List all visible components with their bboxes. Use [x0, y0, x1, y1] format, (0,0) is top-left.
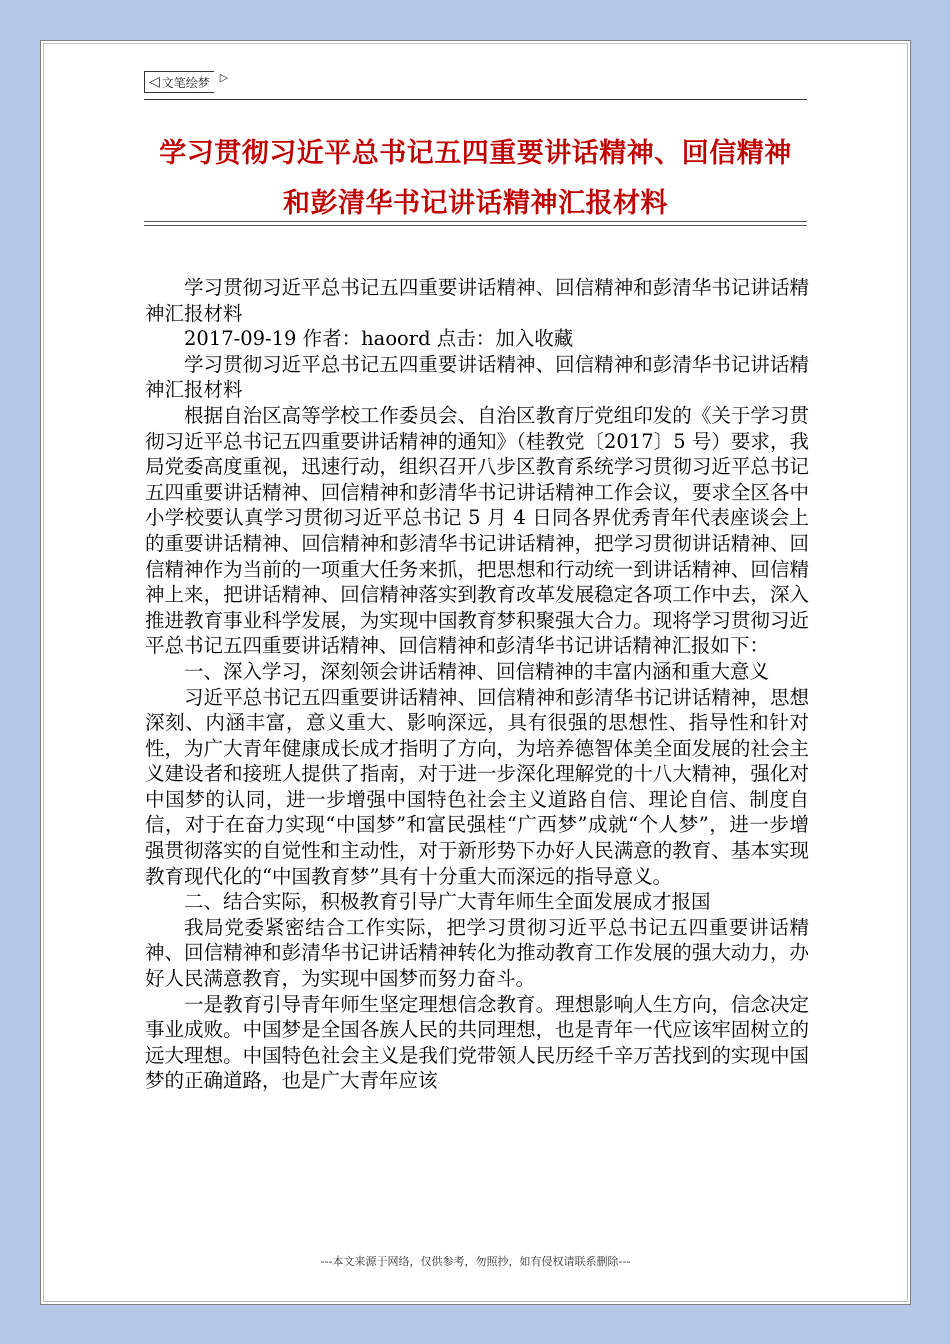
section-heading: 二、结合实际，积极教育引导广大青年师生全面发展成才报国	[184, 890, 711, 914]
paragraph: 一是教育引导青年师生坚定理想信念教育。理想影响人生方向，信念决定事业成败。中国梦是全国各族人民的共同理想，也是青年一代应该牢固树立的远大理想。中国特色社会主义是我们党带领人民历经千辛万苦找到的实现中国梦的正确道路，也是广大青年应该	[145, 992, 809, 1093]
paragraph: 学习贯彻习近平总书记五四重要讲话精神、回信精神和彭清华书记讲话精神汇报材料	[145, 276, 809, 325]
title-line-1: 学习贯彻习近平总书记五四重要讲话精神、回信精神	[159, 138, 792, 169]
section-heading: 一、深入学习，深刻领会讲话精神、回信精神的丰富内涵和重大意义	[184, 659, 770, 683]
title-rule-bottom	[144, 225, 807, 226]
title-rule-top	[144, 221, 807, 222]
document-page	[40, 40, 911, 1305]
document-title	[144, 129, 807, 229]
header-logo	[144, 71, 244, 93]
paragraph: 根据自治区高等学校工作委员会、自治区教育厅党组印发的《关于学习贯彻习近平总书记五四重要讲话精神的通知》（桂教党〔2017〕5 号）要求，我局党委高度重视，迅速行动，组织召开八步区教育系统学习贯彻习近平总书记五四重要讲话精神、回信精神和彭清华书记讲话精神工作会议，要求全区各中小学校要认真学习贯彻习近平总书记 5 月 4 日同各界优秀青年代表座谈会上的重要讲话精神、回信精神和彭清华书记讲话精神，把学习贯彻讲话精神、回信精神作为当前的一项重大任务来抓，把思想和行动统一到讲话精神、回信精神上来，把讲话精神、回信精神落实到教育改革发展稳定各项工作中去，深入推进教育事业科学发展，为实现中国教育梦积聚强大合力。现将学习贯彻习近平总书记五四重要讲话精神、回信精神和彭清华书记讲话精神汇报如下：	[145, 403, 809, 658]
right-triangle-icon: ▷	[219, 71, 229, 84]
document-body	[145, 275, 809, 1094]
header-rule	[144, 99, 807, 100]
title-line-2: 和彭清华书记讲话精神汇报材料	[283, 188, 668, 219]
left-triangle-icon: ◁	[149, 74, 160, 90]
footer-disclaimer: ---本文来源于网络，仅供参考，勿照抄，如有侵权请联系删除---	[320, 1255, 631, 1268]
paragraph: 我局党委紧密结合工作实际，把学习贯彻习近平总书记五四重要讲话精神、回信精神和彭清华书记讲话精神转化为推动教育工作发展的强大动力，办好人民满意教育，为实现中国梦而努力奋斗。	[145, 915, 809, 991]
logo-box	[144, 71, 214, 93]
paragraph: 学习贯彻习近平总书记五四重要讲话精神、回信精神和彭清华书记讲话精神汇报材料	[145, 352, 809, 402]
paragraph: 习近平总书记五四重要讲话精神、回信精神和彭清华书记讲话精神，思想深刻、内涵丰富，意义重大、影响深远，具有很强的思想性、指导性和针对性，为广大青年健康成长成才指明了方向，为培养德智体美全面发展的社会主义建设者和接班人提供了指南，对于进一步深化理解党的十八大精神，强化对中国梦的认同，进一步增强中国特色社会主义道路自信、理论自信、制度自信，对于在奋力实现“中国梦”和富民强桂“广西梦”成就“个人梦”，进一步增强贯彻落实的自觉性和主动性，对于新形势下办好人民满意的教育、基本实现教育现代化的“中国教育梦”具有十分重大而深远的指导意义。	[145, 685, 809, 888]
paragraph-meta: 2017-09-19 作者：haoord 点击：加入收藏	[184, 327, 574, 351]
logo-text: 文笔绘梦	[161, 75, 210, 90]
